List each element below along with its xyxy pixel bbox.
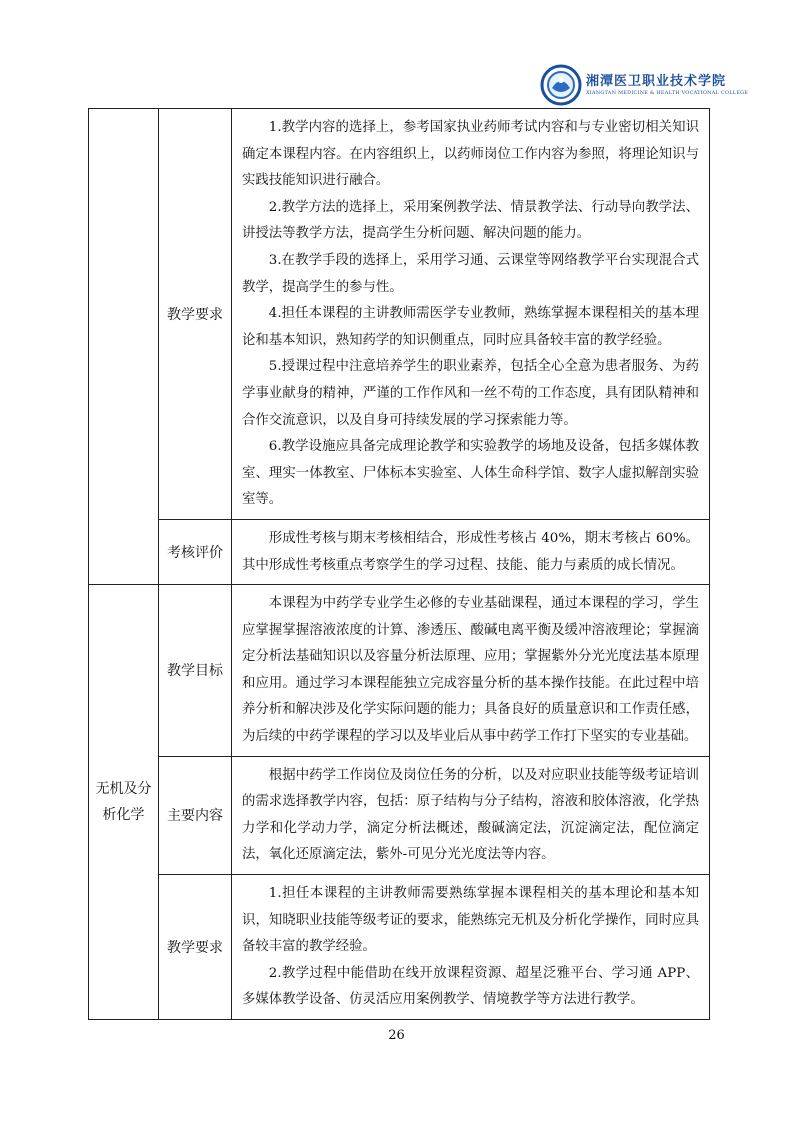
row-label: 教学目标: [159, 585, 232, 757]
table-row: [89, 875, 710, 1020]
paragraph: 本课程为中药学专业学生必修的专业基础课程，通过本课程的学习，学生应掌握掌握溶液浓度的计算、渗透压、酸碱电离平衡及缓冲溶液理论；掌握滴定分析法基础知识以及容量分析法原理、应用；掌握紫外分光光度法基本原理和应用。通过学习本课程能独立完成容量分析的基本操作技能。在此过程中培养分析和解决涉及化学实际问题的能力；具备良好的质量意识和工作责任感，为后续的中药学课程的学习以及毕业后从事中药学工作打下坚实的专业基础。: [242, 596, 699, 745]
row-label: 教学要求: [159, 109, 232, 520]
page-number: 26: [388, 1028, 405, 1043]
course-name: 无机及分析化学: [95, 781, 152, 824]
course-name-cell: [89, 585, 159, 1020]
school-logo: [540, 64, 749, 110]
row-content: [232, 519, 710, 584]
paragraph: 形成性考核与期末考核相结合，形成性考核占 40%，期末考核占 60%。其中形成性考核重点考察学生的学习过程、技能、能力与素质的成长情况。: [242, 530, 699, 573]
table-row: [89, 109, 710, 520]
table-row: [89, 519, 710, 584]
paragraph: 3.在教学手段的选择上，采用学习通、云课堂等网络教学平台实现混合式教学，提高学生的参与性。: [242, 252, 699, 295]
course-name-cell-empty: [89, 109, 159, 585]
table-row: [89, 756, 710, 874]
school-name-en: XIANGTAN MEDICINE & HEALTH VOCATIONAL COLLEGE: [586, 90, 749, 96]
paragraph: 2.教学过程中能借助在线开放课程资源、超星泛雅平台、学习通 APP、多媒体教学设备、仿灵活应用案例教学、情境教学等方法进行教学。: [242, 965, 699, 1008]
row-label: 教学要求: [159, 875, 232, 1020]
row-label: 主要内容: [159, 756, 232, 874]
course-table: [88, 108, 710, 1020]
row-content: [232, 756, 710, 874]
paragraph: 2.教学方法的选择上，采用案例教学法、情景教学法、行动导向教学法、讲授法等教学方法，提高学生分析问题、解决问题的能力。: [242, 199, 699, 242]
paragraph: 5.授课过程中注意培养学生的职业素养，包括全心全意为患者服务、为药学事业献身的精神，严谨的工作作风和一丝不苟的工作态度，具有团队精神和合作交流意识，以及自身可持续发展的学习探索能力等。: [242, 359, 699, 428]
row-content: [232, 109, 710, 520]
table-row: [89, 585, 710, 757]
paragraph: 根据中药学工作岗位及岗位任务的分析，以及对应职业技能等级考证培训的需求选择教学内容，包括：原子结构与分子结构，溶液和胶体溶液，化学热力学和化学动力学，滴定分析法概述，酸碱滴定法，沉淀滴定法，配位滴定法，氧化还原滴定法，紫外-可见分光光度法等内容。: [242, 767, 699, 863]
row-content: [232, 585, 710, 757]
row-label: 考核评价: [159, 519, 232, 584]
paragraph: 1.担任本课程的主讲教师需要熟练掌握本课程相关的基本理论和基本知识，知晓职业技能等级考证的要求，能熟练完无机及分析化学操作，同时应具备较丰富的教学经验。: [242, 886, 699, 955]
school-name: 湘潭医卫职业技术学院: [586, 74, 727, 89]
paragraph: 1.教学内容的选择上，参考国家执业药师考试内容和与专业密切相关知识确定本课程内容。在内容组织上，以药师岗位工作内容为参照，将理论知识与实践技能知识进行融合。: [242, 120, 699, 189]
school-emblem-icon: [540, 64, 582, 106]
paragraph: 4.担任本课程的主讲教师需医学专业教师，熟练掌握本课程相关的基本理论和基本知识，熟知药学的知识侧重点，同时应具备较丰富的教学经验。: [242, 306, 699, 348]
paragraph: 6.教学设施应具备完成理论教学和实验教学的场地及设备，包括多媒体教室、理实一体教室、尸体标本实验室、人体生命科学馆、数字人虚拟解剖实验室等。: [242, 439, 699, 508]
row-content: [232, 875, 710, 1020]
